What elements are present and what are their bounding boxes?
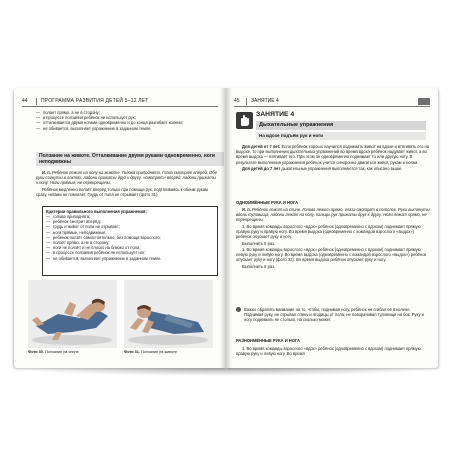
photo-30-child-crawling-on-back [28,280,117,348]
paragraph-lead: Для детей до 7 лет [242,166,281,171]
criteria-box [42,206,218,276]
note-text: Важно обратить внимание на то, чтобы, поднимая ногу, ребёнок не сгибал её в колене. Поднимая руку, не отрывал спину и ягодицы от пола, не поворачивал туловище на бок. Руку и ногу поднимать не столько, на сколько может. [244,307,424,323]
paragraph: 1. Во время команды взрослого «вдох» ребёнок (одновременно с вдохом) поднимает прямую правую руку и правую ногу. Во время выдоха (одновременно с командой взрослого «выдох») ребёнок опускает руку и ногу. [236,223,421,240]
list-item: — ноги прямые, неподвижные; [46,230,214,235]
list-item: — не обивается, выполняет упражнение в заданном темпе. [36,126,218,131]
caption-text: Ползание на животе [141,350,177,354]
paragraph: Выполнить 5 раз. [242,263,276,269]
block-2-title: РАЗНОИМЁННЫЕ РУКА И НОГА [236,338,300,343]
hand-icon [236,112,253,129]
list-item: — голова приподнята; [46,214,214,219]
left-running-header [22,97,218,107]
intro-text [236,144,430,172]
paragraph: 1. Во время команды взрослого «вдох» ребёнок (одновременно с вдохом) поднимает прямую левую руку и левую ногу. Во время выдоха (одновременно с командой взрослого «выдох») ребёнок опускает руку и ногу (фото 32). Во время выдоха ребёнок опускает руку и ногу. [236,246,427,263]
photo-30-image [28,280,117,348]
header-divider [246,98,247,105]
right-page-number: 45 [234,98,240,104]
block-1-text [236,207,430,270]
paragraph-text: дыхательные упражнения выполняются так, как описано выше. [281,166,403,171]
right-running-header [234,97,430,107]
photo-31-caption [124,350,177,355]
paragraph-lead: И. п. [242,207,251,212]
right-page [226,88,438,368]
paragraph [236,207,430,223]
lesson-title: ЗАНЯТИЕ 4 [256,111,295,118]
paragraph: Выполнить 5 раз. [242,240,276,246]
left-page-number: 44 [22,98,28,104]
left-page [14,88,226,368]
paragraph-lead: Для детей от 7 лет. [242,144,281,149]
paragraph [36,170,218,186]
block-2-text [236,346,430,358]
right-running-title: ЗАНЯТИЕ 4 [251,98,279,104]
photo-31-image [124,280,213,348]
exercise-subtitle: На вдохе подъём рук и ноги [256,132,426,140]
list-item: — ползёт прямо, а не в сторону; [46,240,214,245]
list-item: — не обивается, выполняет упражнение в заданном темпе. [46,256,214,261]
paragraph-text: Если ребёнок хорошо научился поднимать живот на вдохе и втягивать его на выдохе, то при выполнении дыхательных упражнений во время вдоха ребёнок надувает живот, а во время выдоха — втягивает его. При этом он одновременно поднимает то или другую ногу. В результате выполнения упражнения ребёнок учится синхронно двигаться живот, рукам и ногам. [236,144,430,165]
list-item: — ребёнок ползёт самостоятельно, без помощи взрослого; [46,235,214,240]
section-title: Ползание на животе. Отталкивание двумя руками одновременно, ноги неподвижны [36,152,224,166]
caption-label: Фото 31. [124,350,140,354]
section-subtitle: Дыхательные упражнения [256,121,426,130]
list-item: — отталкивается двумя ногами одновременно и до конца разгибает колени; [36,120,218,125]
top-bullet-list [36,110,218,131]
list-item: — в процессе ползания ребёнок не использует рук; [36,115,218,120]
paragraph-text: Ребёнок лежит на полу на животе. Голова приподнята. Глаза смотрят вперёд. Обе руки согнуты в локтях, ладони прижаты друг к другу, «смотрят» вперёд, ладони прижаты к полу. Ноги прямые, не перекрещены. [36,170,217,186]
paragraph-text: Ребёнок лежит на спине. Голова лежит прямо, глаза смотрят в потолок. Руки вытянуты вдоль туловища, ладони лежат на полу, пальцы рук прижаты друг к другу. Ноги лежат прямо, не перекрещены. [236,207,430,223]
left-running-title: ПРОГРАММА РАЗВИТИЯ ДЕТЕЙ 5–12 ЛЕТ [41,98,149,104]
block-1-title: ОДНОИМЁННЫЕ РУКА И НОГА [236,200,299,205]
attention-icon [236,307,241,312]
caption-text: Ползание на спине [45,350,79,354]
chapter-tab [418,98,430,105]
caption-label: Фото 30. [28,350,44,354]
list-item: — ребёнок смотрит вперёд; [46,219,214,224]
left-body-text [36,170,218,198]
paragraph [236,144,430,165]
list-item: — ноги не ползёт и не плоско на близко от пола; [46,245,214,250]
book-gutter [220,88,232,368]
photo-31-child-crawling-on-stomach [124,280,213,348]
photo-30-caption [28,350,79,355]
paragraph-lead: И. п. [42,170,51,175]
list-item: — в процессе ползания ребёнок не использует ног; [46,250,214,255]
paragraph: 1. Во время команды взрослого «вдох» ребёнок (одновременно с вдохом) поднимает прямую правую руку и левую ногу. Во время [236,346,421,357]
paragraph [236,166,430,171]
criteria-list [46,214,214,261]
list-item: — грудь и живот от пола не отрывает; [46,224,214,229]
header-divider [36,98,37,105]
open-book [14,88,438,370]
paragraph: Ребёнок медленно ползёт вперёд только при помощи рук, подтягиваясь к обеим рукам сразу, нигами не помогает. Грудь от пола не отрывает (фото 31). [36,186,208,197]
attention-note [236,307,430,323]
lesson-icon [236,112,253,129]
criteria-title: Критерии правильного выполнения упражнения: [46,209,147,214]
list-item: — полает прямо, а не в сторону; [36,110,218,115]
